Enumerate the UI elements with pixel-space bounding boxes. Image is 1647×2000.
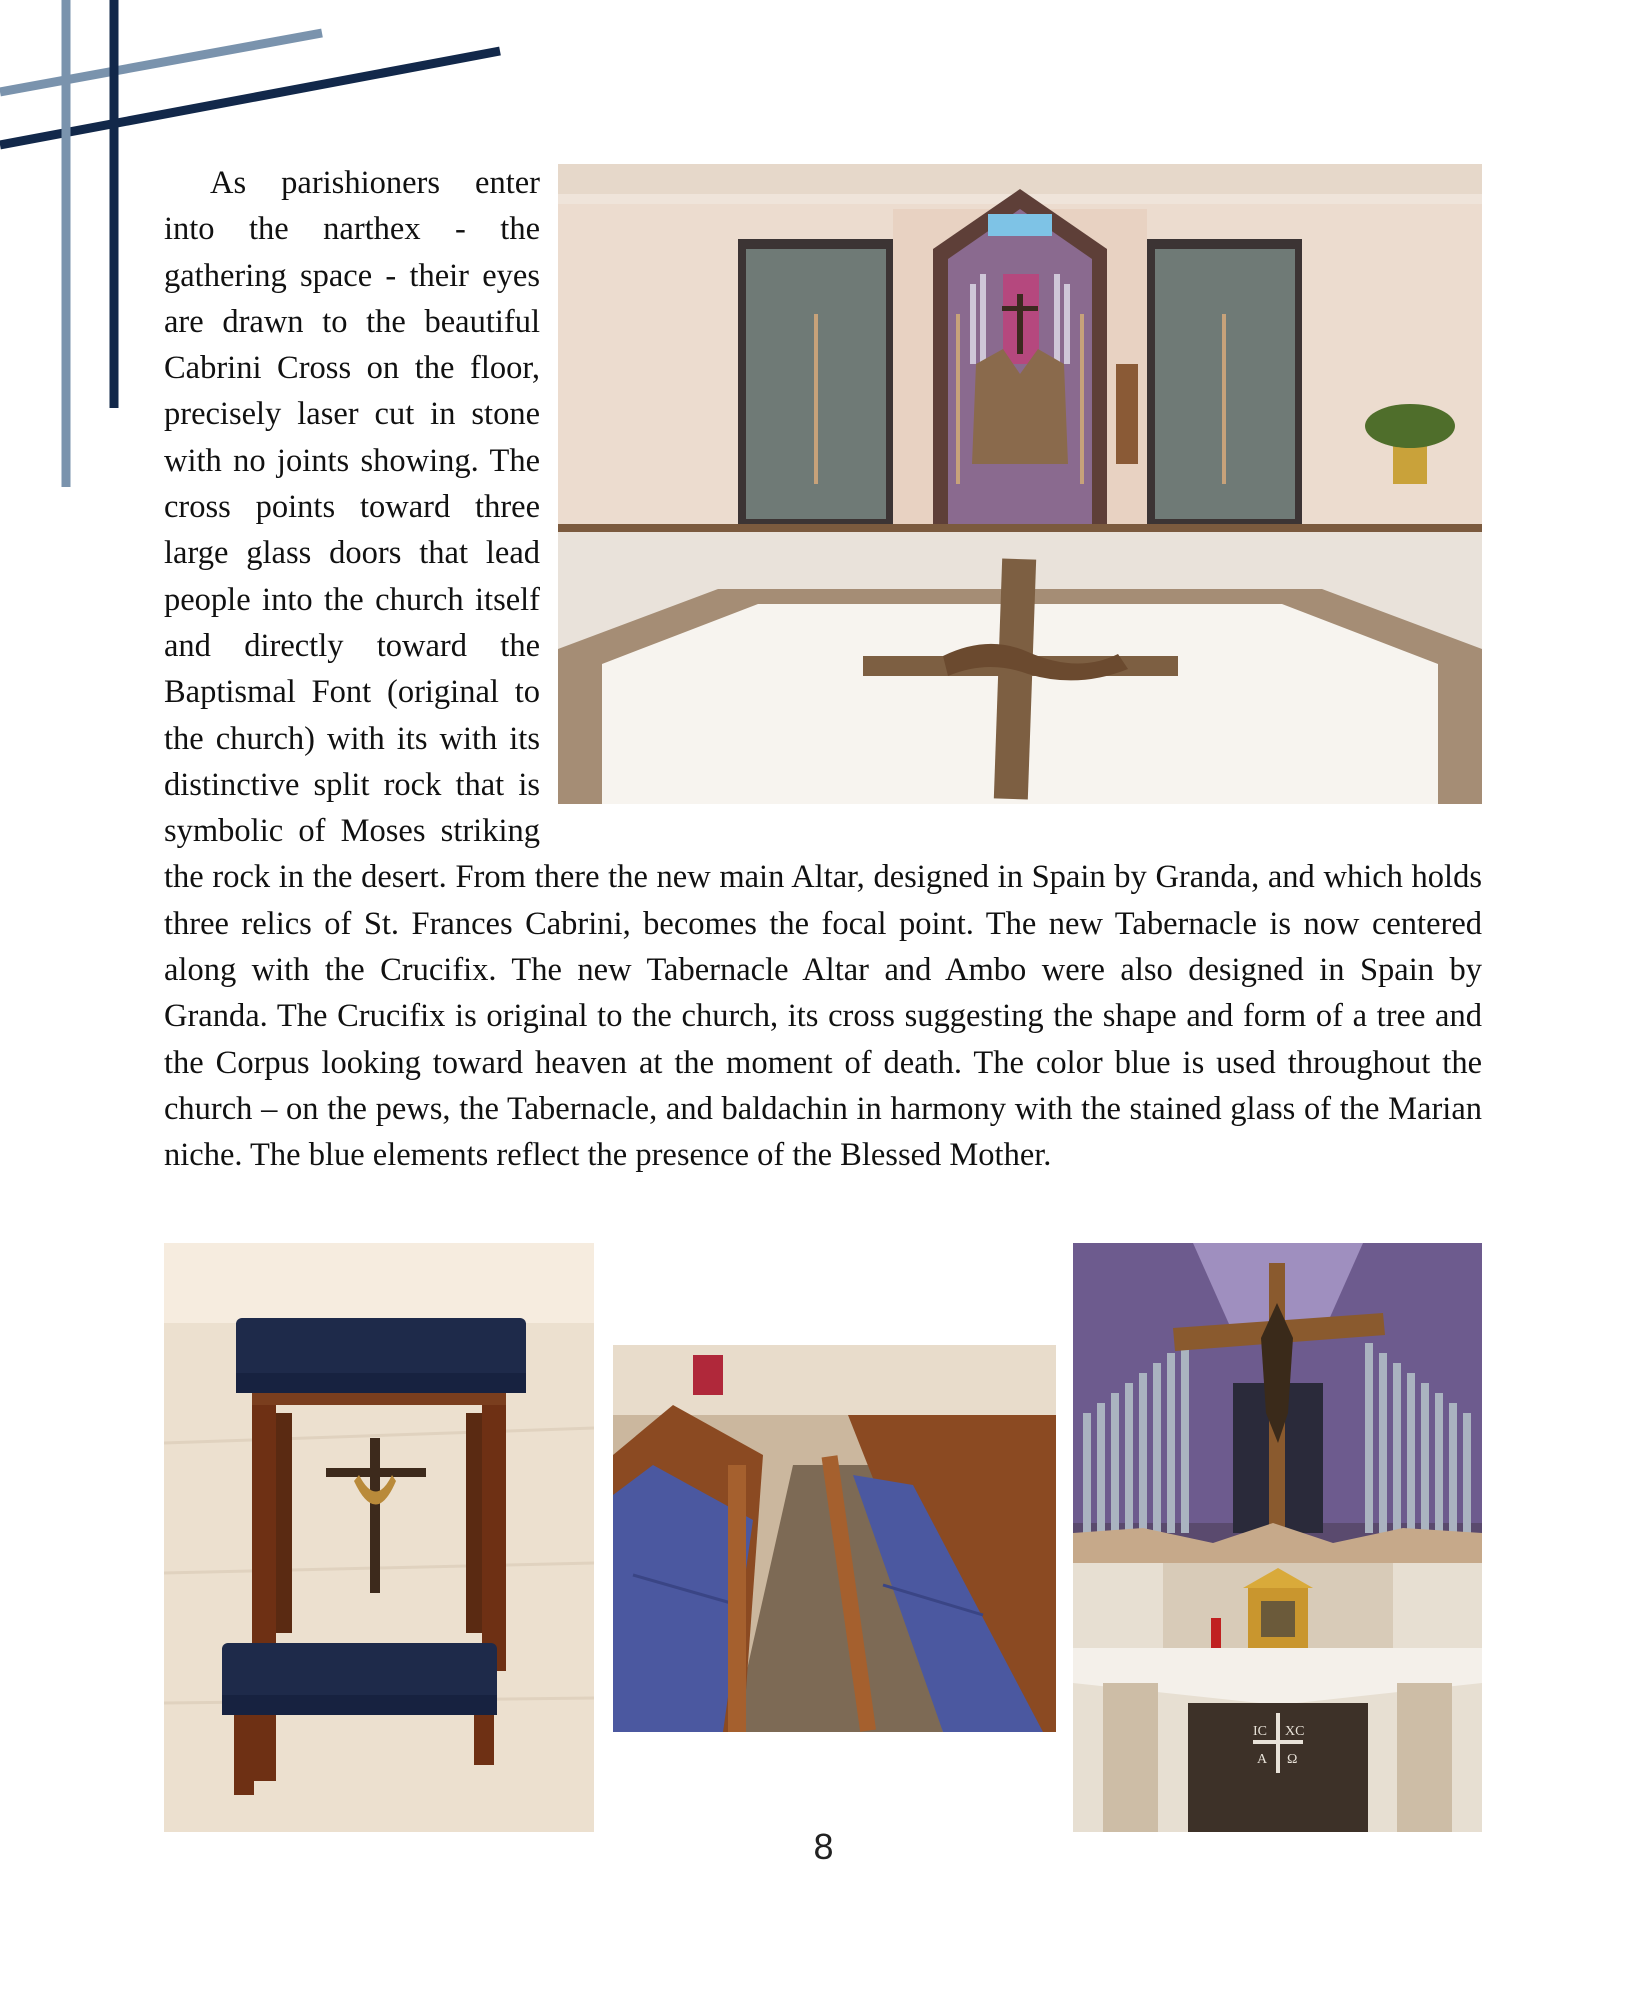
kneeler-photo	[164, 1243, 594, 1832]
inscription-ic: IC	[1253, 1724, 1267, 1739]
pews-photo	[613, 1345, 1056, 1732]
altar-crucifix-photo	[1073, 1243, 1482, 1832]
body-paragraph: As parishioners enter into the narthex - the gathering space - their eyes are drawn to the beautiful Cabrini Cross on the floor, precisely laser cut in stone with no joints showing. The cross points toward three large glass doors that lead people into the church itself and directly toward the Baptismal Font (original to the church) with its with its distinctive split rock that is symbolic of Moses striking the rock in the desert. From there the new main Altar, designed in Spain by Granda, and which holds three relics of St. Frances Cabrini, becomes the focal point. The new Tabernacle is now centered along with the Crucifix. The new Tabernacle Altar and Ambo were also designed in Spain by Granda. The Crucifix is original to the church, its cross suggesting the shape and form of a tree and the Corpus looking toward heaven at the moment of death. The color blue is used throughout the church – on the pews, the Tabernacle, and baldachin in harmony with the stained glass of the Marian niche. The blue elements reflect the presence of the Blessed Mother.	[164, 165, 1482, 1174]
inscription-alpha: A	[1257, 1752, 1268, 1767]
article-body	[164, 160, 1482, 1179]
page-number: 8	[813, 1826, 834, 1867]
inscription-omega: Ω	[1287, 1752, 1298, 1767]
inscription-xc: XC	[1285, 1724, 1305, 1739]
deco-line-horizontal-light	[0, 33, 322, 92]
deco-line-horizontal-dark	[0, 51, 500, 145]
narthex-photo	[558, 164, 1482, 804]
